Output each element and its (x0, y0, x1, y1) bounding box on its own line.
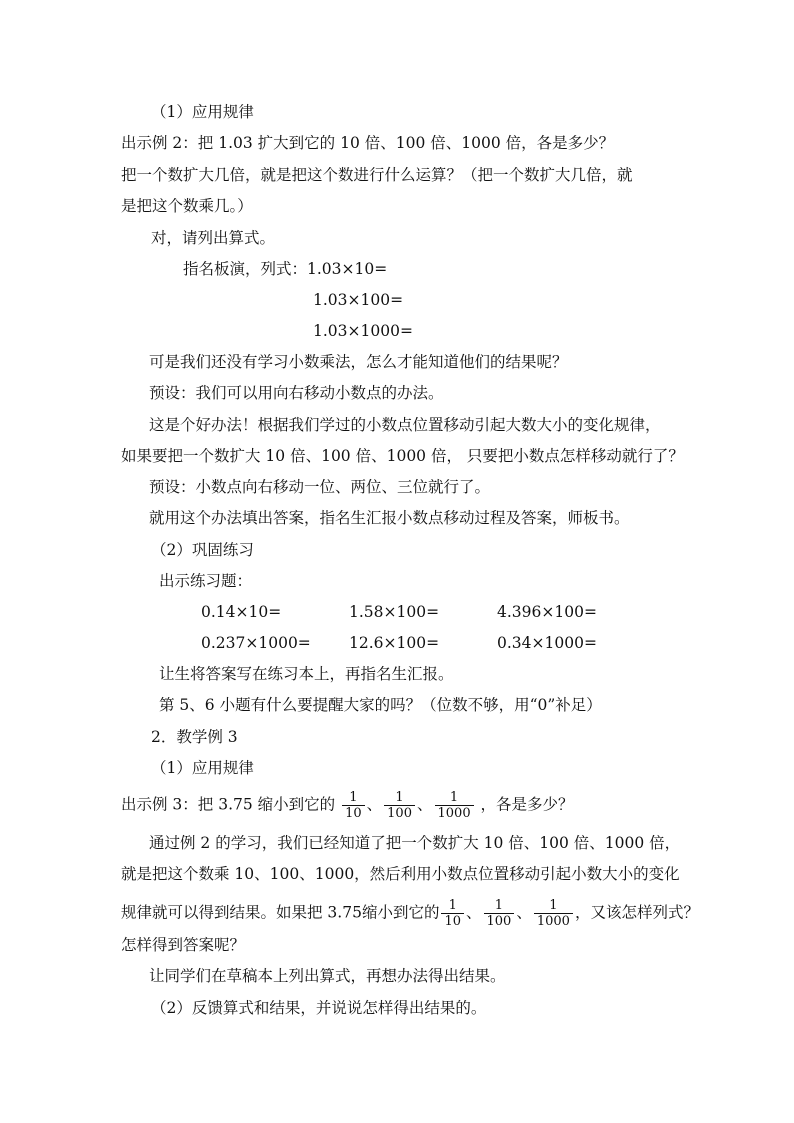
question-5-6-reminder: 第 5、6 小题有什么要提醒大家的吗？（位数不够，用“0”补足） (159, 696, 602, 714)
section-heading-apply-rule: （1）应用规律 (151, 103, 254, 121)
question-no-decimal-mult: 可是我们还没有学习小数乘法，怎么才能知道他们的结果呢？ (149, 353, 568, 371)
write-answer-text: 让生将答案写在练习本上，再指名生汇报。 (159, 665, 454, 683)
fraction-one-hundredth: $\frac{1}{100}$ (484, 898, 515, 929)
teach-example-3-heading: 2．教学例 3 (151, 728, 238, 746)
equation-1: 1.03×10= (307, 260, 388, 278)
board-equation-2: 1.03×100= (313, 291, 404, 309)
exercise-item: 4.396×100= (497, 603, 597, 621)
through-example-2-line-4: 怎样得到答案呢？ (121, 936, 246, 954)
good-method-line-2: 如果要把一个数扩大 10 倍、100 倍、1000 倍， 只要把小数点怎样移动就行了？ (121, 447, 684, 465)
fraction-one-tenth: $\frac{1}{10}$ (441, 898, 464, 929)
separator: 、 (366, 795, 383, 814)
exercise-item: 0.34×1000= (497, 634, 597, 652)
show-exercise-text: 出示练习题： (159, 572, 253, 590)
example-3-suffix: ，各是多少？ (480, 795, 574, 814)
fraction-one-thousandth: $\frac{1}{1000}$ (534, 898, 573, 929)
fill-answer-text: 就用这个办法填出答案，指名生汇报小数点移动过程及答案，师板书。 (149, 509, 630, 527)
question-multiply-line-1: 把一个数扩大几倍，就是把这个数进行什么运算？（把一个数扩大几倍，就 (121, 166, 633, 184)
example-3-prompt (121, 790, 574, 821)
list-equation-text: 对，请列出算式。 (151, 229, 276, 247)
fraction-one-hundredth: $\frac{1}{100}$ (384, 790, 415, 821)
presumption-2: 预设：小数点向右移动一位、两位、三位就行了。 (149, 478, 491, 496)
exercise-item: 0.14×10= (201, 603, 282, 621)
line-3-suffix: ，又该怎样列式？ (574, 903, 699, 922)
board-equation-1 (183, 259, 387, 279)
through-example-2-line-1: 通过例 2 的学习，我们已经知道了把一个数扩大 10 倍、100 倍、1000 倍， (149, 834, 681, 852)
draft-instruction: 让同学们在草稿本上列出算式，再想办法得出结果。 (149, 967, 506, 985)
exercise-item: 1.58×100= (349, 603, 440, 621)
exercise-item: 0.237×1000= (201, 634, 311, 652)
good-method-line-1: 这是个好办法！根据我们学过的小数点位置移动引起大数大小的变化规律， (149, 416, 661, 434)
board-equation-3: 1.03×1000= (313, 322, 413, 340)
separator: 、 (516, 903, 532, 922)
example-2-prompt: 出示例 2：把 1.03 扩大到它的 10 倍、100 倍、1000 倍，各是多少？ (121, 134, 615, 152)
question-multiply-line-2: 是把这个数乘几。） (121, 197, 253, 215)
example-3-prefix: 出示例 3：把 3.75 缩小到它的 (121, 795, 336, 814)
separator: 、 (466, 903, 482, 922)
presumption-1: 预设：我们可以用向右移动小数点的办法。 (149, 384, 444, 402)
through-example-2-line-3 (121, 898, 699, 929)
section-heading-practice: （2）巩固练习 (151, 541, 254, 559)
board-prefix: 指名板演，列式： (183, 260, 308, 278)
exercise-item: 12.6×100= (349, 634, 440, 652)
feedback-heading: （2）反馈算式和结果，并说说怎样得出结果的。 (151, 999, 487, 1017)
line-3-prefix: 规律就可以得到结果。如果把 3.75缩小到它的 (121, 903, 440, 922)
through-example-2-line-2: 就是把这个数乘 10、100、1000，然后利用小数点位置移动引起小数大小的变化 (121, 865, 680, 883)
section-heading-apply-rule-2: （1）应用规律 (151, 759, 254, 777)
fraction-one-tenth: $\frac{1}{10}$ (342, 790, 365, 821)
separator: 、 (416, 795, 433, 814)
fraction-one-thousandth: $\frac{1}{1000}$ (435, 790, 474, 821)
